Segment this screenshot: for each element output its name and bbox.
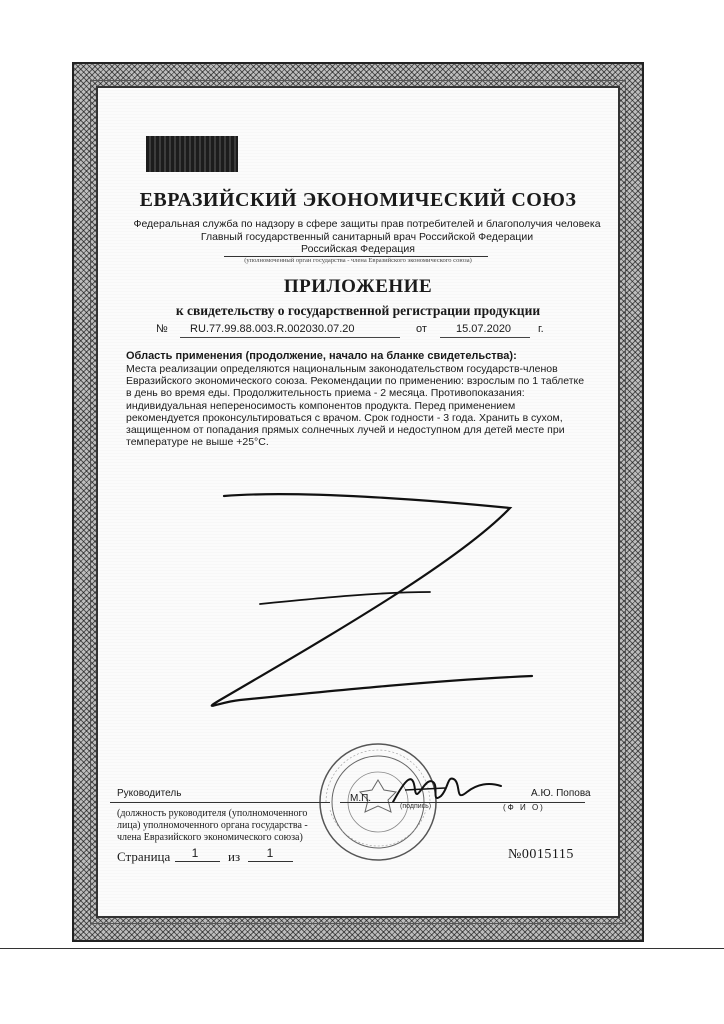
fio-caption: (Ф И О) — [503, 803, 545, 812]
registration-date: 15.07.2020 — [456, 323, 512, 335]
registration-number-underline — [180, 337, 400, 338]
page-label: Страница — [117, 849, 171, 864]
service-name — [120, 218, 614, 243]
number-sign: № — [156, 323, 168, 335]
scan-edge-line — [0, 948, 724, 949]
year-suffix: г. — [538, 323, 544, 335]
appendix-title: ПРИЛОЖЕНИЕ — [283, 276, 433, 297]
date-from-label: от — [416, 323, 427, 335]
page-of-label: из — [228, 849, 241, 864]
position-underline — [110, 802, 330, 803]
page-total-underline — [248, 861, 293, 862]
organ-caption: (уполномоченный орган государства - члена Евразийского экономического союза) — [244, 257, 472, 264]
page-current: 1 — [191, 846, 199, 860]
form-serial-number: №0015115 — [508, 847, 574, 862]
head-name: А.Ю. Попова — [531, 788, 591, 799]
registration-date-underline — [440, 337, 530, 338]
scope-body-text: Места реализации определяются национальным законодательством государств-членов Евразийского экономического союза. Рекомендации по применению: взрослым по 1 таблетке в день во время еды. Продолжительность приема - 2 месяца. Противопоказания: индивидуальная непереносимость компонентов продукта. Перед применением рекомендуется проконсультироваться с врачом. Срок годности - 3 года. Хранить в сухом, защищенном от попадания прямых солнечных лучей и недоступном для детей месте при температуре не выше +25°С. — [126, 363, 585, 449]
scope-title: Область применения (продолжение, начало на бланке свидетельства): — [126, 350, 517, 362]
service-line-2: Главный государственный санитарный врач Российской Федерации — [200, 230, 534, 243]
stamp-place-label: М.П. — [350, 793, 372, 804]
handwritten-signature — [385, 760, 505, 820]
signature-underline — [340, 802, 585, 803]
z-cancel-mark — [180, 480, 560, 720]
union-title: ЕВРАЗИЙСКИЙ ЭКОНОМИЧЕСКИЙ СОЮЗ — [139, 189, 577, 211]
signature-caption: (подпись) — [400, 803, 432, 810]
service-line-1: Федеральная служба по надзору в сфере защиты прав потребителей и благополучия человека — [133, 218, 601, 230]
redacted-block — [146, 136, 238, 172]
registration-number: RU.77.99.88.003.R.002030.07.20 — [190, 323, 355, 335]
country-name: Российская Федерация — [301, 243, 415, 255]
position-caption: (должность руководителя (уполномоченного лица) уполномоченного органа государства - члена Евразийского экономического союза) — [117, 808, 308, 843]
appendix-subtitle: к свидетельству о государственной регистрации продукции — [175, 303, 541, 318]
page-total: 1 — [266, 846, 274, 860]
head-label: Руководитель — [117, 788, 182, 799]
page-current-underline — [175, 861, 220, 862]
